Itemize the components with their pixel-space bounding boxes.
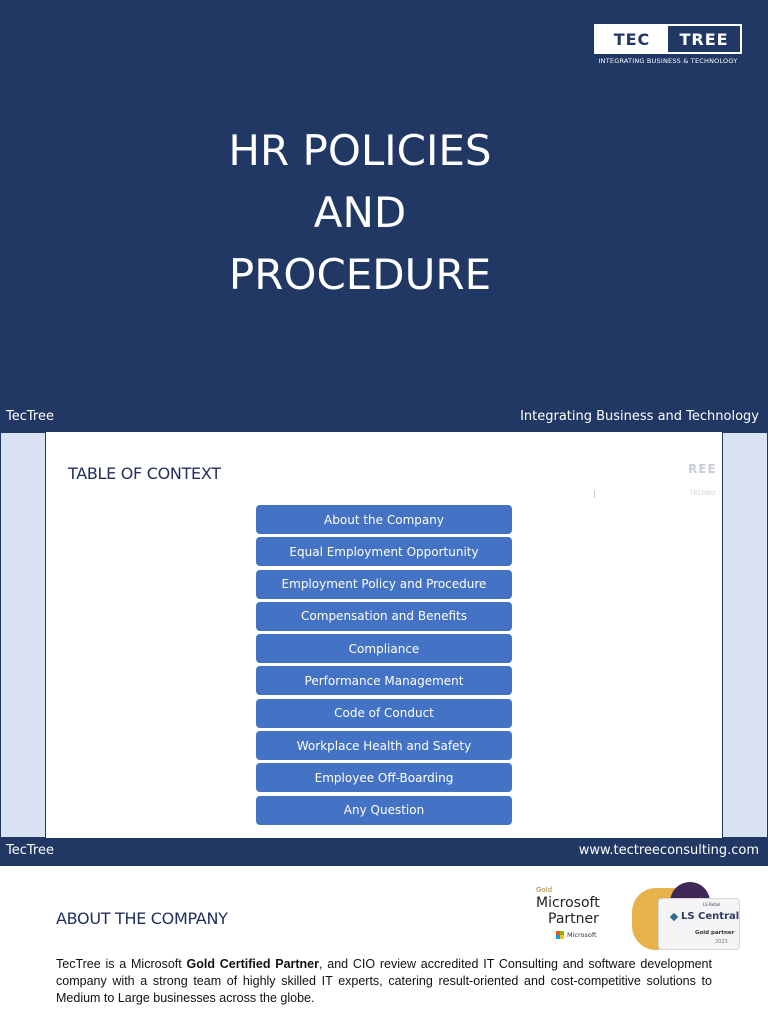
footer-company: TecTree: [6, 843, 54, 858]
about-text-pre: TecTree is a Microsoft: [56, 957, 187, 971]
right-side-panel: [722, 432, 768, 838]
logo-tree: TREE: [679, 29, 729, 49]
ms-badge-brand: Microsoft: [567, 931, 597, 939]
faint-logo-watermark: REE: [688, 462, 717, 476]
toc-item-health-safety[interactable]: Workplace Health and Safety: [256, 731, 512, 760]
logo-tagline: INTEGRATING BUSINESS & TECHNOLOGY: [598, 57, 738, 65]
toc-item-performance[interactable]: Performance Management: [256, 666, 512, 695]
toc-item-about[interactable]: About the Company: [256, 505, 512, 534]
toc-item-any-question[interactable]: Any Question: [256, 796, 512, 825]
logo-tec: TEC: [596, 26, 668, 52]
toc-item-compensation[interactable]: Compensation and Benefits: [256, 602, 512, 631]
footer-website-link[interactable]: www.tectreeconsulting.com: [578, 843, 759, 858]
toc-item-code-of-conduct[interactable]: Code of Conduct: [256, 699, 512, 728]
toc-item-employment-policy[interactable]: Employment Policy and Procedure: [256, 570, 512, 599]
toc-slide: [0, 432, 768, 866]
microsoft-logo: [556, 931, 597, 939]
toc-item-compliance[interactable]: Compliance: [256, 634, 512, 663]
slide-title: [0, 120, 720, 306]
ls-badge-year: 2023: [715, 939, 728, 945]
ms-badge-line1: Microsoft: [536, 895, 600, 911]
about-title: ABOUT THE COMPANY: [56, 909, 228, 928]
about-paragraph: [56, 956, 712, 1007]
ms-badge-line2: Partner: [548, 911, 599, 927]
about-text-post: , and CIO review accredited IT Consulting and software development company with a strong team of highly skilled IT experts, catering result-oriented and cost-competitive solutions to Medium to Large businesses across the globe.: [56, 957, 712, 1005]
faint-logo-caption: TECHNO: [690, 490, 716, 497]
toc-item-equal-employment[interactable]: Equal Employment Opportunity: [256, 537, 512, 566]
ls-diamond-icon: [670, 912, 678, 920]
about-text-bold: Gold Certified Partner: [186, 957, 319, 971]
toc-item-off-boarding[interactable]: Employee Off-Boarding: [256, 763, 512, 792]
ls-badge-tier: Gold partner: [695, 930, 735, 936]
left-side-panel: [0, 432, 46, 838]
ls-badge-card: [658, 898, 740, 950]
toc-list: [256, 505, 512, 828]
about-slide: [0, 866, 768, 1024]
ls-badge-name-row: [671, 911, 739, 922]
title-line-2: AND: [313, 188, 407, 237]
title-slide: [0, 0, 768, 432]
ls-central-partner-badge: [632, 882, 744, 952]
microsoft-partner-badge: [522, 882, 608, 948]
toc-title: TABLE OF CONTEXT: [68, 464, 221, 483]
toc-footer: [0, 838, 768, 866]
footer-company: TecTree: [6, 409, 54, 424]
title-line-1: HR POLICIES: [228, 126, 492, 175]
title-line-3: PROCEDURE: [228, 250, 492, 299]
ls-badge-name: LS Central: [681, 911, 740, 922]
ls-badge-small: LS Retail: [703, 902, 721, 907]
faint-divider: [594, 490, 595, 498]
ms-badge-tier: Gold: [536, 886, 553, 894]
tectree-logo: [594, 24, 742, 54]
footer-tagline: Integrating Business and Technology: [520, 409, 759, 424]
microsoft-squares-icon: [556, 931, 564, 939]
